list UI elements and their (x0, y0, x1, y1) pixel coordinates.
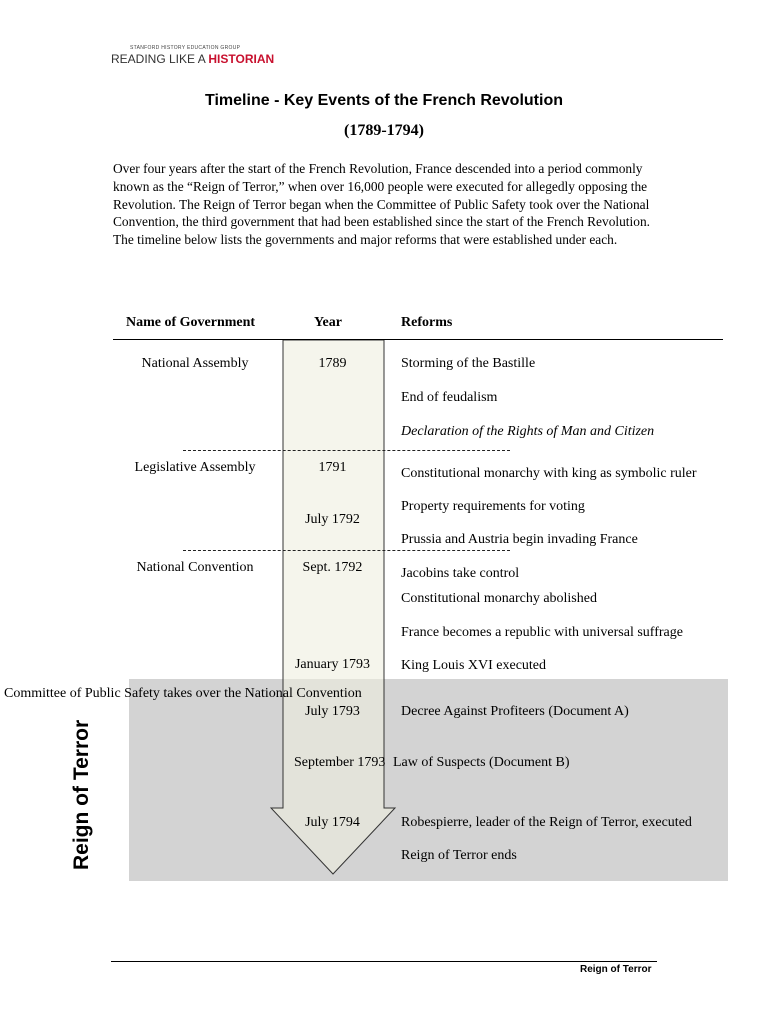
reform-item: Reign of Terror ends (401, 848, 517, 863)
reign-of-terror-label: Reign of Terror (70, 719, 93, 870)
timeline-arrow-shape (271, 340, 395, 874)
intro-paragraph: Over four years after the start of the French Revolution, France descended into a period commonly known as the “Reign of Terror,” when over 16,000 people were executed for allegedly opposing the Revolution. The Reign of Terror began when the Committee of Public Safety took over the National Convention, the third government that had been established since the start of the French Revolution. The timeline below lists the governments and major reforms that were established under each. (113, 161, 650, 248)
reform-item: Decree Against Profiteers (Document A) (401, 704, 629, 719)
year-item: July 1793 (305, 704, 360, 719)
government-legislative-assembly: Legislative Assembly (134, 460, 256, 475)
timeline-arrow (270, 340, 400, 880)
header-reforms: Reforms (401, 315, 453, 330)
reform-item: France becomes a republic with universal suffrage (401, 625, 683, 640)
reform-item: Constitutional monarchy abolished (401, 591, 597, 606)
reform-item: Constitutional monarchy with king as symbolic ruler (401, 466, 697, 481)
year-item: Sept. 1792 (302, 560, 363, 575)
reform-item: Robespierre, leader of the Reign of Terror, executed (401, 815, 692, 830)
logo-accent: HISTORIAN (208, 52, 275, 66)
reform-item: King Louis XVI executed (401, 658, 547, 673)
reform-item: Declaration of the Rights of Man and Citizen (401, 424, 655, 439)
year-item: July 1792 (305, 512, 360, 527)
reform-item: Prussia and Austria begin invading France (401, 532, 638, 547)
header-government: Name of Government (126, 315, 256, 330)
reign-of-terror-label-wrap (70, 570, 100, 870)
reform-item: Storming of the Bastille (401, 356, 536, 371)
reform-item: Law of Suspects (Document B) (393, 755, 570, 770)
reform-item: End of feudalism (401, 390, 498, 405)
government-national-assembly: National Assembly (141, 356, 249, 371)
separator-dashed (183, 450, 510, 451)
reform-item: Jacobins take control (401, 566, 520, 581)
year-item: July 1794 (305, 815, 360, 830)
year-item: September 1793 (294, 755, 386, 770)
header-rule (113, 339, 723, 340)
logo (111, 52, 274, 66)
logo-prefix: READING LIKE A (111, 52, 209, 66)
header-year: Year (314, 315, 342, 330)
reform-item: Property requirements for voting (401, 499, 585, 514)
year-item: 1789 (318, 356, 347, 371)
footer-text: Reign of Terror (580, 964, 652, 975)
year-item: 1791 (318, 460, 347, 475)
logo-group-text: STANFORD HISTORY EDUCATION GROUP (130, 45, 241, 51)
page-title: Timeline - Key Events of the French Revolution (205, 92, 563, 109)
government-national-convention: National Convention (136, 560, 254, 575)
footer-rule (111, 961, 657, 962)
page-subtitle: (1789-1794) (344, 122, 424, 139)
separator-dashed (183, 550, 510, 551)
committee-note: Committee of Public Safety takes over the National Convention (4, 686, 362, 701)
year-item: January 1793 (294, 657, 371, 672)
